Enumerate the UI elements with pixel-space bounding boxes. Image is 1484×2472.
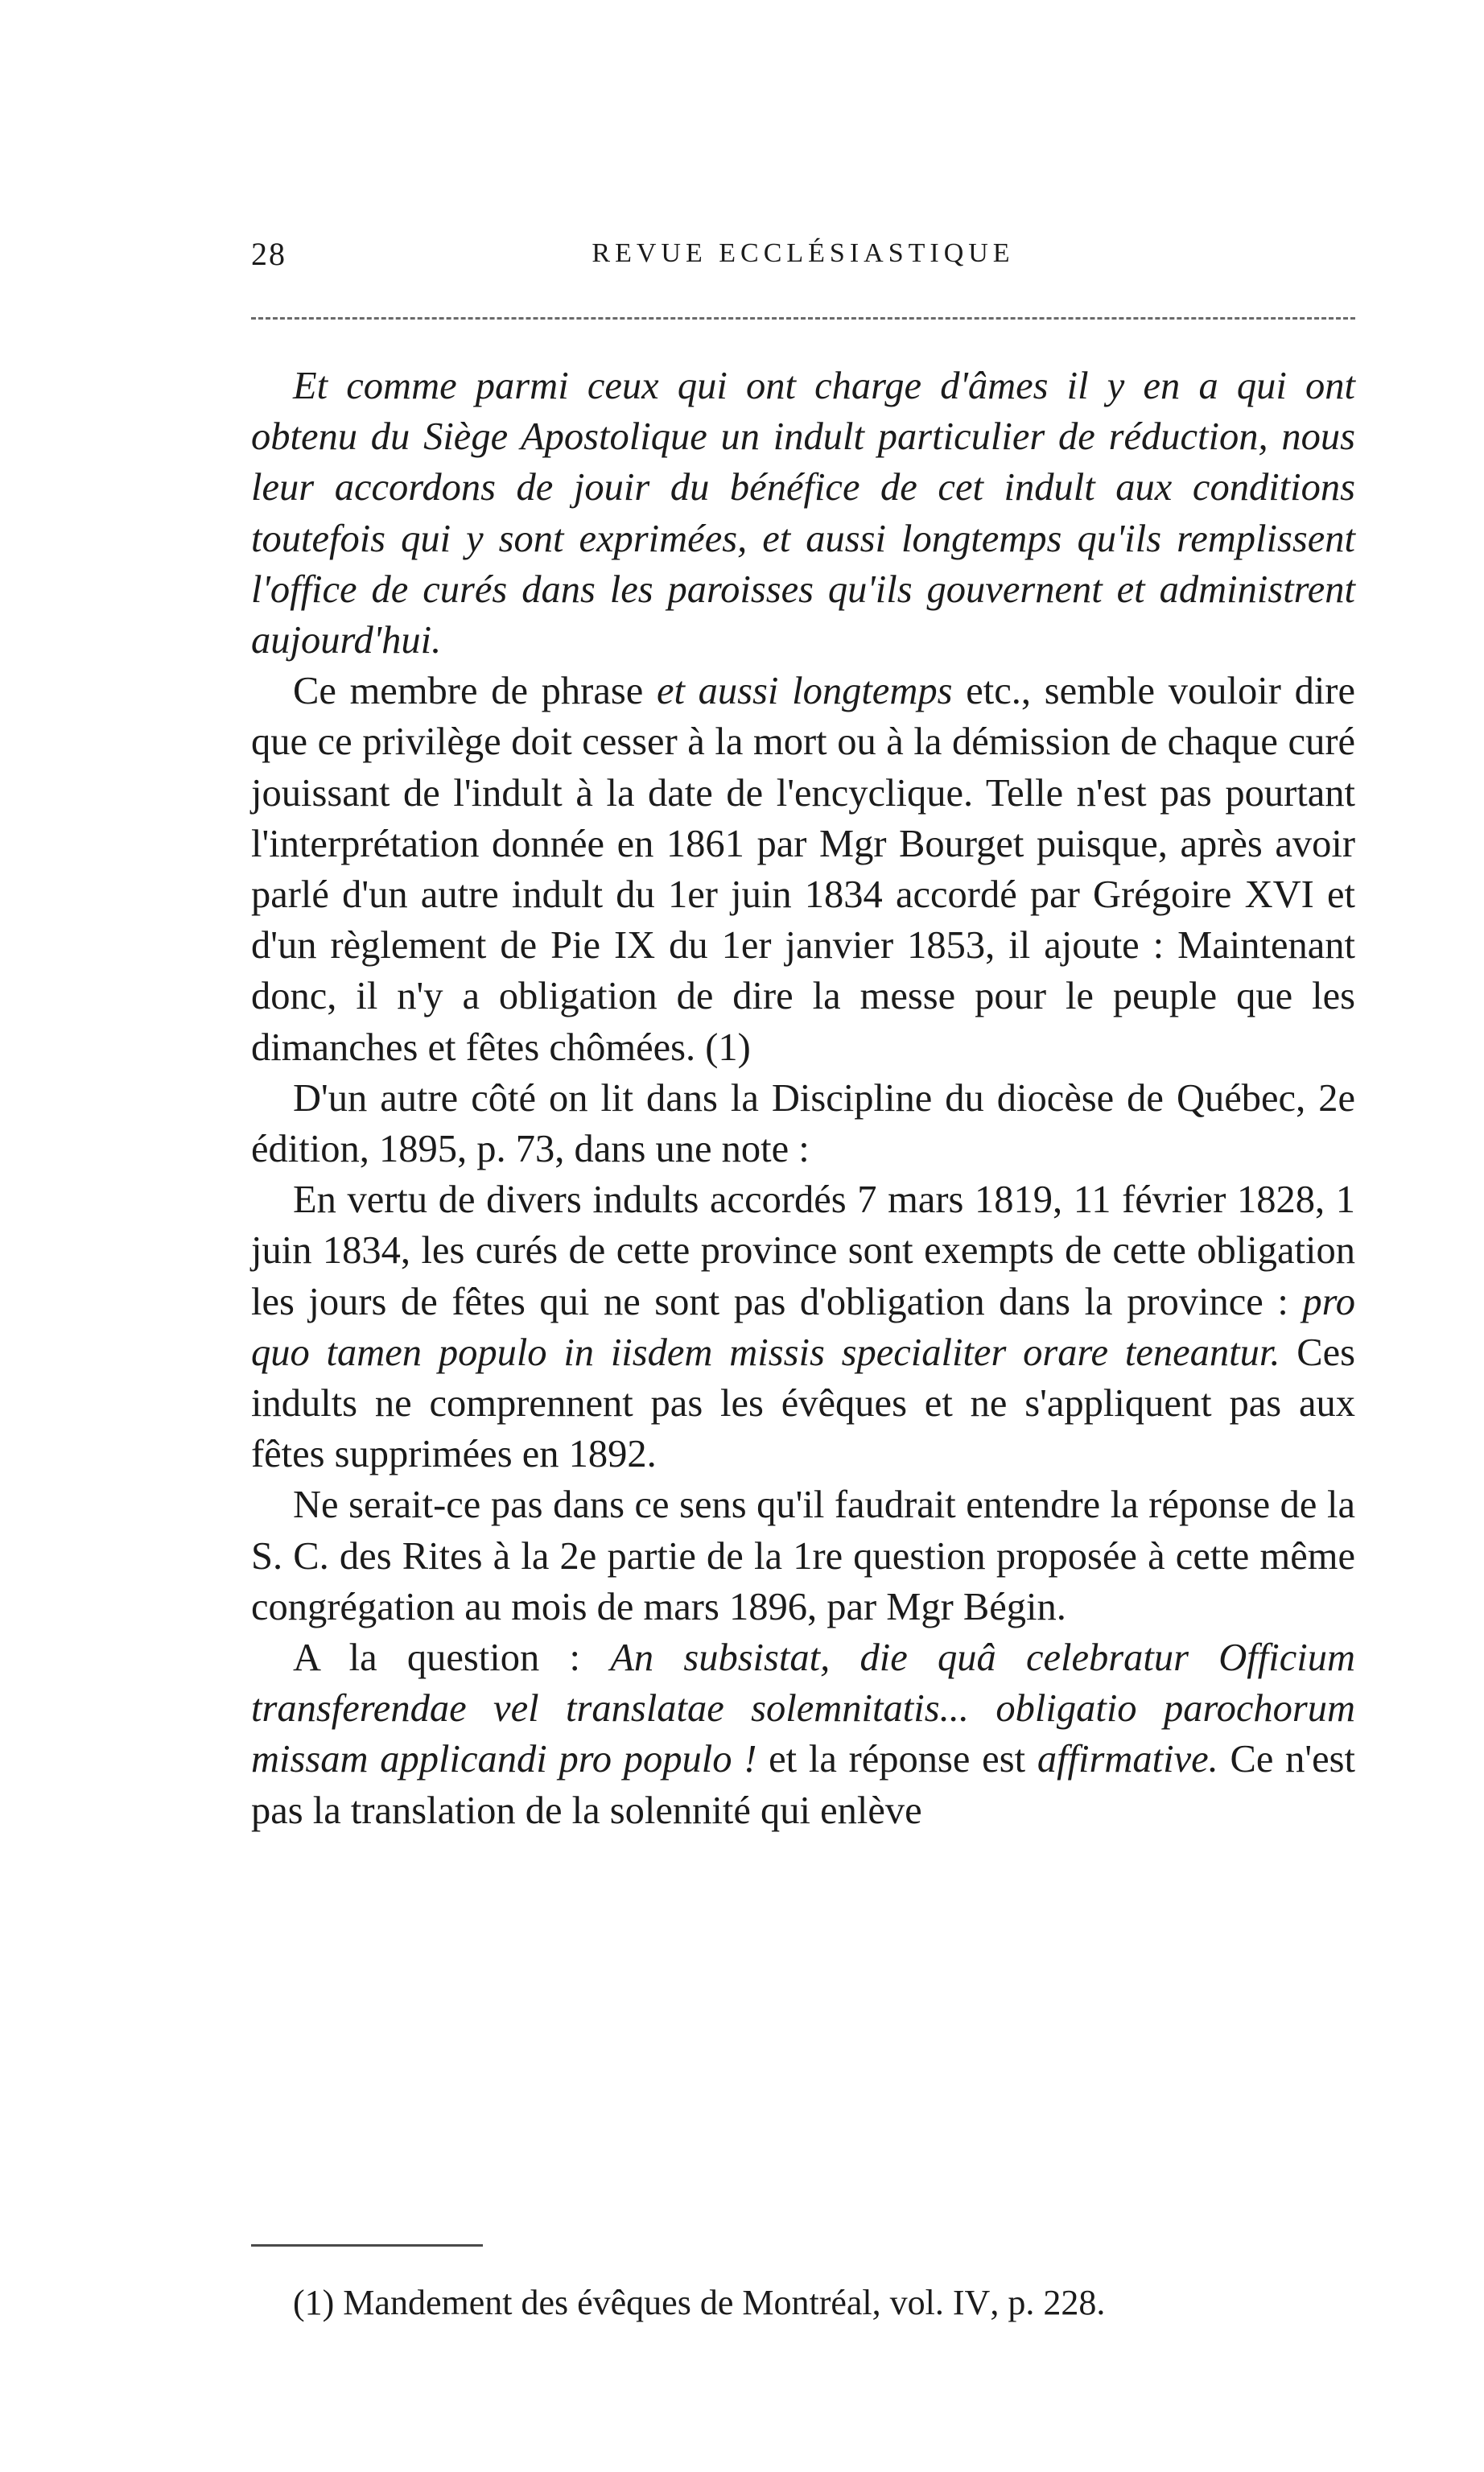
footnote	[293, 2280, 1355, 2326]
header-rule	[251, 317, 1355, 320]
latin-phrase: et aussi longtemps	[656, 670, 953, 713]
latin-question: An subsistat, die quâ celebratur Officium transferendae vel translatae solemnitatis... obligatio parochorum missam applicandi pro populo !	[251, 1636, 1355, 1781]
paragraph-text: D'un autre côté on lit dans la Discipline du diocèse de Québec, 2e édition, 1895, p. 73, dans une note :	[251, 1076, 1355, 1171]
running-head	[251, 235, 1355, 283]
footnote-page: , p. 228.	[990, 2283, 1106, 2322]
paragraph-text: Ce n'est pas la translation de la solennité qui enlève	[251, 1738, 1355, 1832]
latin-phrase: affirmative.	[1037, 1738, 1218, 1781]
paragraph-discipline	[251, 1073, 1355, 1174]
footnote-text: (1) Mandement des évêques de Montréal, vol.	[293, 2283, 953, 2322]
paragraph-text: En vertu de divers indults accordés 7 mars 1819, 11 février 1828, 1 juin 1834, les curés de cette province sont exempts de cette obligation les jours de fêtes qui ne sont pas d'obligation dans la province :	[251, 1178, 1355, 1323]
paragraph-text: Ce membre de phrase	[293, 670, 657, 713]
paragraph-text: A la question :	[293, 1636, 611, 1680]
paragraph-text: etc., semble vouloir dire que ce privilège doit cesser à la mort ou à la démission de chaque curé jouissant de l'indult à la date de l'encyclique. Telle n'est pas pourtant l'interprétation donnée en 1861 par Mgr Bourget puisque, après avoir parlé d'un autre indult du 1er juin 1834 accordé par Grégoire XVI et d'un règlement de Pie IX du 1er janvier 1853, il ajoute : Maintenant donc, il n'y a obligation de dire la messe pour le peuple que les dimanches et fêtes chômées. (1)	[251, 670, 1355, 1069]
footnote-volume: IV	[952, 2283, 991, 2322]
paragraph-text: Ces indults ne comprennent pas les évêques et ne s'appliquent pas aux fêtes supprimées en 1892.	[251, 1331, 1356, 1476]
footnote-rule	[251, 2244, 483, 2247]
journal-title: REVUE ECCLÉSIASTIQUE	[592, 238, 1015, 268]
paragraph-interpretation	[251, 666, 1355, 1073]
paragraph-indults	[251, 1174, 1355, 1479]
paragraph-question	[251, 1632, 1355, 1836]
paragraph-rites	[251, 1479, 1355, 1632]
page-number: 28	[251, 236, 286, 272]
quoted-paragraph-text: Et comme parmi ceux qui ont charge d'âmes il y en a qui ont obtenu du Siège Apostolique un indult particulier de réduction, nous leur accordons de jouir du bénéfice de cet indult aux conditions toutefois qui y sont exprimées, et aussi longtemps qu'ils remplissent l'office de curés dans les paroisses qu'ils gouvernent et administrent aujourd'hui.	[251, 365, 1355, 662]
paragraph-text: et la réponse est	[756, 1738, 1037, 1781]
latin-phrase: pro quo tamen populo in iisdem missis specialiter orare teneantur.	[251, 1280, 1355, 1374]
quoted-paragraph	[251, 361, 1355, 666]
paragraph-text: Ne serait-ce pas dans ce sens qu'il faudrait entendre la réponse de la S. C. des Rites à la 2e partie de la 1re question proposée à cette même congrégation au mois de mars 1896, par Mgr Bégin.	[251, 1484, 1355, 1628]
body-text	[251, 361, 1355, 1836]
